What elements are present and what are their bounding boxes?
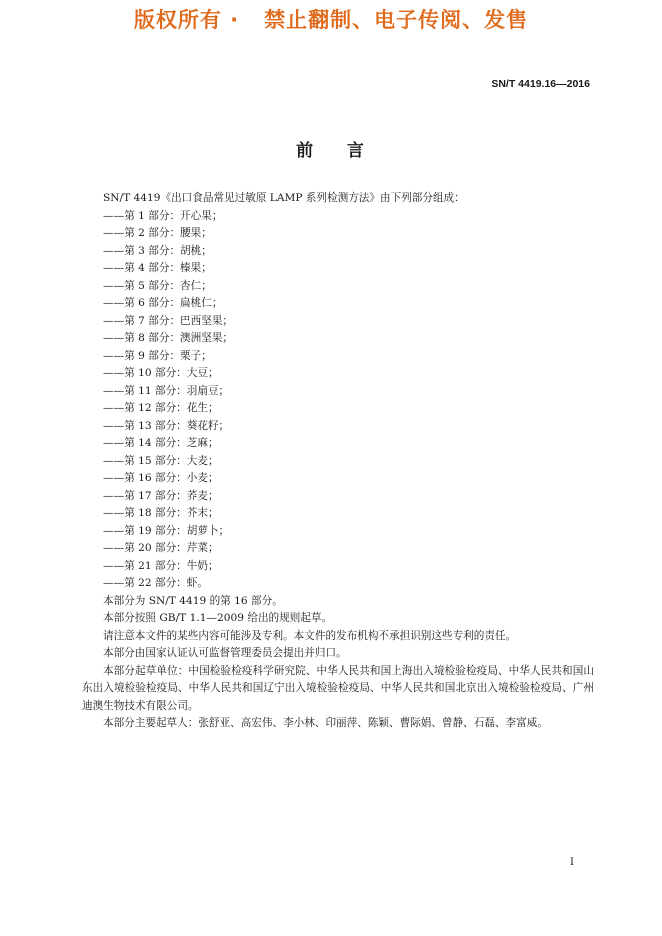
list-item: ——第 17 部分：荞麦； bbox=[103, 489, 219, 502]
document-body bbox=[82, 190, 594, 733]
list-item: ——第 11 部分：羽扇豆； bbox=[103, 384, 230, 397]
intro-paragraph: SN/T 4419《出口食品常见过敏原 LAMP 系列检测方法》由下列部分组成： bbox=[103, 192, 465, 204]
list-item: ——第 4 部分：榛果； bbox=[103, 262, 212, 274]
list-item: ——第 18 部分：芥末； bbox=[103, 507, 219, 519]
page-title: 前 言 bbox=[296, 141, 366, 161]
list-item: ——第 21 部分：牛奶； bbox=[103, 559, 219, 572]
list-item: ——第 1 部分：开心果； bbox=[103, 209, 223, 222]
statement-drafting-rules: 本部分按照 GB/T 1.1—2009 给出的规则起草。 bbox=[103, 612, 333, 624]
statement-drafting-units: 本部分起草单位：中国检验检疫科学研究院、中华人民共和国上海出入境检验检疫局、中华人民共和国山东出入境检验检疫局、中华人民共和国辽宁出入境检验检疫局、中华人民共和国北京出入境检验检疫局、广州迪澳生物技术有限公司。 bbox=[82, 664, 594, 712]
list-item: ——第 20 部分：芹菜； bbox=[103, 542, 219, 554]
list-item: ——第 9 部分：栗子； bbox=[103, 349, 212, 362]
copyright-watermark: 版权所有 · 禁止翻制、电子传阅、发售 bbox=[133, 8, 529, 32]
list-item: ——第 14 部分：芝麻； bbox=[103, 437, 219, 449]
statement-drafters: 本部分主要起草人：张舒亚、高宏伟、李小林、印丽萍、陈颖、曹际娟、曾静、石磊、李富威。 bbox=[103, 717, 548, 729]
statement-part-number: 本部分为 SN/T 4419 的第 16 部分。 bbox=[103, 594, 283, 607]
list-item: ——第 8 部分：澳洲坚果； bbox=[103, 332, 234, 344]
page-number: I bbox=[570, 857, 574, 868]
statement-patent-notice: 请注意本文件的某些内容可能涉及专利。本文件的发布机构不承担识别这些专利的责任。 bbox=[103, 629, 517, 642]
statement-proposer: 本部分由国家认证认可监督管理委员会提出并归口。 bbox=[103, 647, 347, 659]
list-item: ——第 2 部分：腰果； bbox=[103, 227, 212, 239]
list-item: ——第 13 部分：葵花籽； bbox=[103, 419, 230, 432]
list-item: ——第 6 部分：扁桃仁； bbox=[103, 297, 223, 309]
parts-list bbox=[82, 208, 594, 593]
list-item: ——第 7 部分：巴西坚果； bbox=[103, 314, 234, 327]
list-item: ——第 22 部分：虾。 bbox=[103, 577, 208, 589]
list-item: ——第 12 部分：花生； bbox=[103, 402, 219, 414]
list-item: ——第 5 部分：杏仁； bbox=[103, 279, 212, 292]
list-item: ——第 3 部分：胡桃； bbox=[103, 244, 212, 257]
list-item: ——第 19 部分：胡萝卜； bbox=[103, 524, 230, 537]
list-item: ——第 16 部分：小麦； bbox=[103, 472, 219, 484]
standard-code: SN/T 4419.16—2016 bbox=[491, 78, 590, 90]
list-item: ——第 15 部分：大麦； bbox=[103, 454, 219, 467]
list-item: ——第 10 部分：大豆； bbox=[103, 367, 219, 379]
